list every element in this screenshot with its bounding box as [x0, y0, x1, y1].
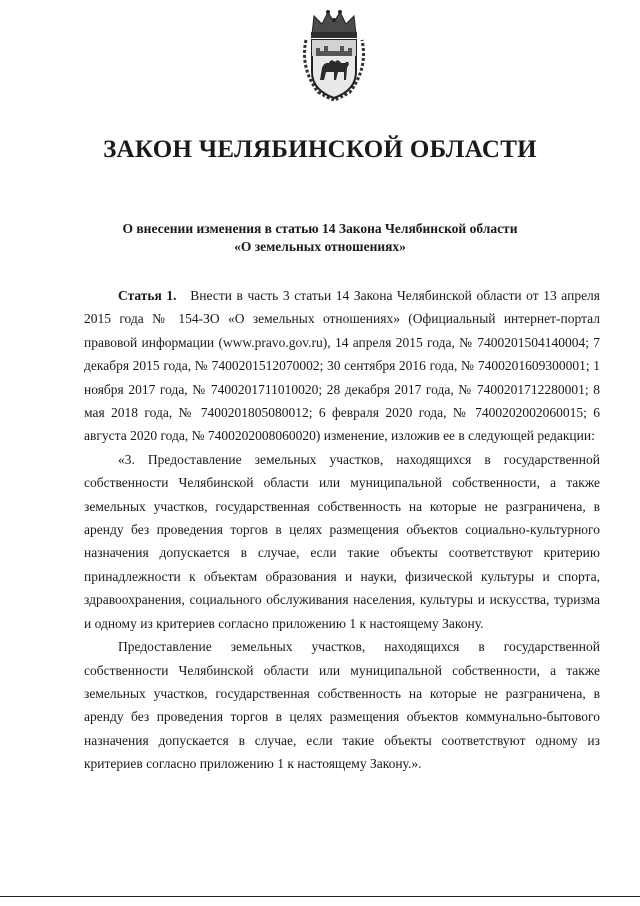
law-body [84, 284, 600, 776]
amendment-paragraph-1: «3. Предоставление земельных участков, находящихся в государственной собственности Челябинской области или муниципальной собственности, а также земельных участков, государственная собственность на которые не разграничена, в аренду без проведения торгов в целях размещения объектов социально-культурного назначения допускается в случае, если такие объекты соответствуют критерию принадлежности к объектам образования и науки, физической культуры и спорта, здравоохранения, социального обслуживания населения, культуры и искусства, туризма и одному из критериев согласно приложению 1 к настоящему Закону. [84, 451, 600, 631]
amendment-paragraph-2: Предоставление земельных участков, находящихся в государственной собственности Челябинской области или муниципальной собственности, а также земельных участков, государственная собственность на которые не разграничена, в аренду без проведения торгов в целях размещения объектов коммунально-бытового назначения допускается в случае, если такие объекты соответствуют одному из критериев согласно приложению 1 к настоящему Закону.». [84, 639, 600, 772]
article-label: Статья 1. [118, 288, 177, 303]
law-title: ЗАКОН ЧЕЛЯБИНСКОЙ ОБЛАСТИ [103, 136, 537, 163]
subtitle-line-2: «О земельных отношениях» [234, 239, 406, 254]
article-1-paragraph [84, 284, 600, 448]
chelyabinsk-coat-of-arms-icon [298, 8, 370, 102]
law-subtitle [0, 220, 640, 256]
subtitle-line-1: О внесении изменения в статью 14 Закона Челябинской области [122, 221, 518, 236]
article-intro-text: Внести в часть 3 статьи 14 Закона Челябинской области от 13 апреля 2015 года № 154-ЗО «О земельных отношениях» (Официальный интернет-портал правовой информации (www.pravo.gov.ru), 14 апреля 2015 года, № 7400201504140004; 7 декабря 2015 года, № 7400201512070002; 30 сентября 2016 года, № 7400201609300001; 1 ноября 2017 года, № 7400201711010020; 28 декабря 2017 года, № 7400201712280001; 8 мая 2018 года, № 7400201805080012; 6 февраля 2020 года, № 7400202002060015; 6 августа 2020 года, № 7400202008060020) изменение, изложив ее в следующей редакции: [84, 288, 601, 444]
